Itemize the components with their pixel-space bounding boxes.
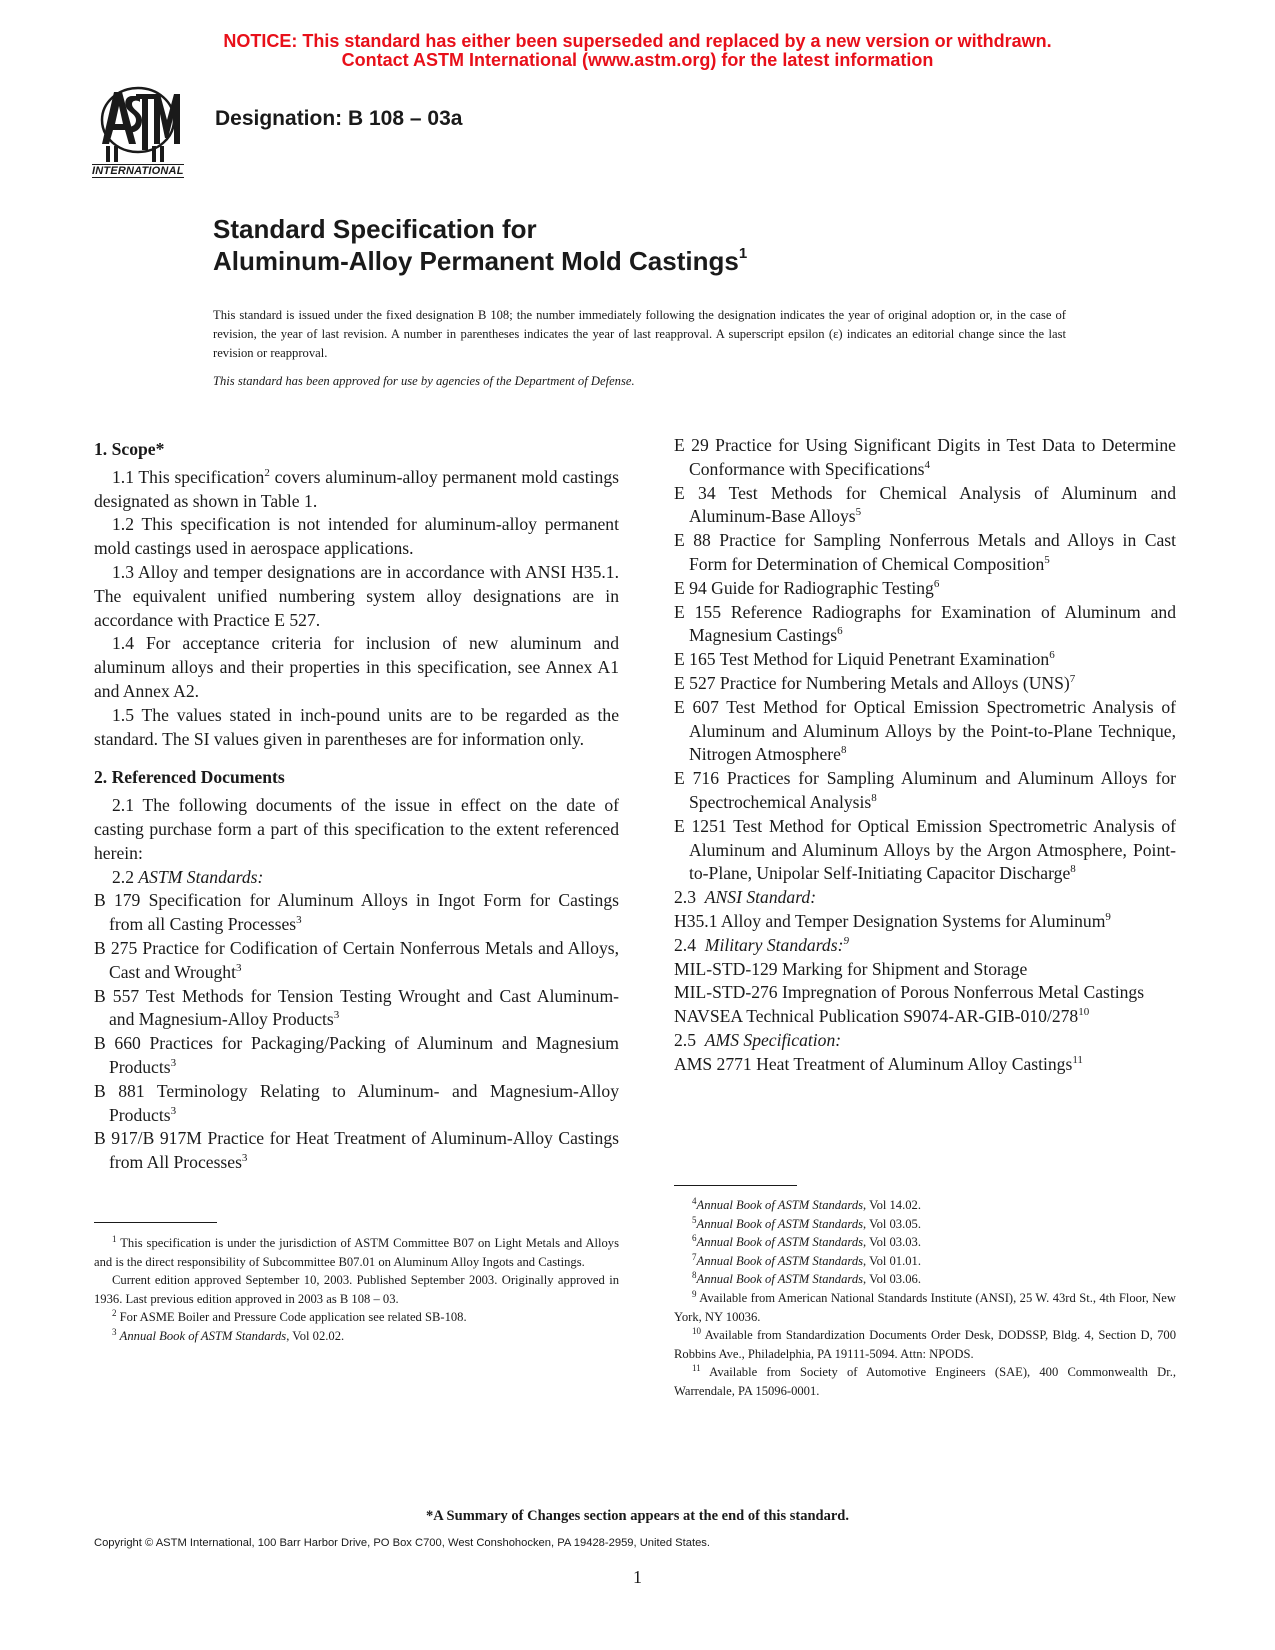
reference-text: E 88 Practice for Sampling Nonferrous Metals and Alloys in Cast Form for Determination of Chemical Composition — [674, 530, 1176, 574]
reference-item — [674, 1053, 1176, 1077]
reference-item — [674, 482, 1176, 530]
reference-item — [674, 529, 1176, 577]
reference-item — [94, 1080, 619, 1128]
reference-text: E 94 Guide for Radiographic Testing — [674, 577, 934, 598]
footnote-volume: , Vol 01.01. — [863, 1253, 921, 1268]
reference-footnote-ref: 6 — [933, 577, 940, 590]
ams-specification-subheading — [674, 1029, 1176, 1053]
footnote-book-ref — [674, 1196, 1176, 1215]
refdocs-para-2-1: 2.1 The following documents of the issue in effect on the date of casting purchase form a part of this specification to the extent referenced herein: — [94, 795, 619, 863]
footnote-volume: , Vol 03.05. — [863, 1216, 921, 1231]
document-title — [213, 213, 747, 277]
footnote-1-continued: Current edition approved September 10, 2003. Published September 2003. Originally approved in 1936. Last previous edition approved in 2003 as B 108 – 03. — [94, 1273, 619, 1306]
reference-item — [674, 981, 1176, 1005]
reference-text: E 1251 Test Method for Optical Emission Spectrometric Analysis of Aluminum and Aluminum Alloys by the Argon Atmosphere, Point-to-Plane, Unipolar Self-Initiating Capacitor Discharge — [674, 815, 1176, 884]
footnote-book-title: Annual Book of ASTM Standards — [696, 1253, 864, 1268]
footnote-3-book: Annual Book of ASTM Standards — [119, 1328, 287, 1343]
footnote-9-text: Available from American National Standards Institute (ANSI), 25 W. 43rd St., 4th Floor, New York, NY 10036. — [674, 1290, 1176, 1324]
military-standards-subheading — [674, 934, 1176, 958]
reference-item — [674, 815, 1176, 886]
footnote-book-title: Annual Book of ASTM Standards — [696, 1235, 864, 1250]
reference-footnote-ref: 3 — [333, 1009, 340, 1022]
footnote-book-title: Annual Book of ASTM Standards — [696, 1272, 864, 1287]
reference-text: E 165 Test Method for Liquid Penetrant Examination — [674, 649, 1050, 670]
astm-standards-subheading — [94, 866, 619, 890]
reference-footnote-ref: 6 — [1049, 649, 1055, 662]
reference-text: E 34 Test Methods for Chemical Analysis of Aluminum and Aluminum-Base Alloys — [674, 482, 1176, 527]
reference-item — [674, 434, 1176, 482]
notice-banner — [0, 32, 1275, 70]
reference-footnote-ref: 5 — [855, 506, 862, 519]
reference-footnote-ref: 3 — [170, 1104, 177, 1117]
reference-footnote-ref: 3 — [241, 1152, 248, 1165]
reference-text: E 716 Practices for Sampling Aluminum and Aluminum Alloys for Spectrochemical Analysis — [674, 768, 1176, 812]
footnote-2-marker: 2 — [112, 1308, 117, 1319]
reference-footnote-ref: 3 — [236, 961, 242, 974]
title-line-2 — [213, 245, 747, 277]
reference-footnote-ref: 9 — [1105, 911, 1111, 924]
footnote-1-marker: 1 — [112, 1233, 117, 1244]
footnote-book-ref — [674, 1215, 1176, 1234]
footnote-book-ref — [674, 1252, 1176, 1271]
designation: Designation: B 108 – 03a — [215, 107, 463, 130]
scope-para-1-3: 1.3 Alloy and temper designations are in accordance with ANSI H35.1. The equivalent unified numbering system alloy designations are in accordance with Practice E 527. — [94, 561, 619, 630]
footnote-1-text: This specification is under the jurisdiction of ASTM Committee B07 on Light Metals and Alloys and is the direct responsibility of Subcommittee B07.01 on Aluminum Alloy Ingots and Castings. — [94, 1236, 619, 1269]
reference-footnote-ref: 3 — [296, 914, 302, 927]
reference-footnote-ref: 7 — [1069, 673, 1076, 686]
astm-logo-text: INTERNATIONAL — [92, 165, 184, 177]
astm-standards-label: ASTM Standards: — [138, 866, 264, 887]
reference-footnote-ref: 5 — [1044, 554, 1050, 567]
title-line-2-text: Aluminum-Alloy Permanent Mold Castings — [213, 246, 739, 276]
reference-text: MIL-STD-276 Impregnation of Porous Nonferrous Metal Castings — [674, 982, 1145, 1003]
scope-para-1-4: 1.4 For acceptance criteria for inclusion of new aluminum and aluminum alloys and their properties in this specification, see Annex A1 and Annex A2. — [94, 633, 619, 701]
reference-text: E 527 Practice for Numbering Metals and Alloys (UNS) — [674, 672, 1070, 693]
reference-item — [94, 1032, 619, 1080]
reference-footnote-ref: 4 — [924, 458, 930, 471]
footnote-marker: 7 — [692, 1251, 697, 1262]
reference-item — [94, 889, 619, 937]
reference-text: NAVSEA Technical Publication S9074-AR-GIB-010/278 — [674, 1006, 1079, 1027]
footnote-marker: 4 — [692, 1195, 697, 1206]
section-1-heading: 1. Scope* — [94, 439, 165, 459]
reference-footnote-ref: 8 — [871, 792, 877, 805]
footnote-volume: , Vol 14.02. — [863, 1198, 921, 1212]
footnote-book-ref — [674, 1233, 1176, 1252]
scope-1-1-b: covers aluminum-alloy permanent mold castings designated as shown in Table 1. — [94, 466, 619, 511]
footnote-volume: , Vol 03.06. — [863, 1272, 921, 1287]
reference-text: E 29 Practice for Using Significant Digits in Test Data to Determine Conformance with Specifications — [674, 435, 1176, 479]
title-footnote-ref: 1 — [738, 245, 748, 263]
ansi-standard-number: 2.3 — [674, 887, 696, 908]
reference-item — [674, 577, 1176, 601]
scope-para-1-2: 1.2 This specification is not intended for aluminum-alloy permanent mold castings used in aerospace applications. — [94, 514, 619, 559]
notice-line-2: Contact ASTM International (www.astm.org) for the latest information — [341, 50, 934, 70]
footnote-separator-right — [674, 1185, 797, 1186]
footnote-marker: 5 — [692, 1214, 697, 1225]
left-column — [94, 438, 619, 1175]
summary-of-changes-note: *A Summary of Changes section appears at the end of this standard. — [426, 1508, 849, 1524]
military-standards-label: Military Standards: — [704, 934, 844, 955]
reference-text: B 660 Practices for Packaging/Packing of Aluminum and Magnesium Products — [94, 1033, 619, 1077]
reference-footnote-ref: 11 — [1072, 1053, 1083, 1066]
ansi-standard-label: ANSI Standard: — [704, 887, 817, 908]
footnote-10 — [674, 1326, 1176, 1363]
title-line-1: Standard Specification for — [213, 214, 537, 244]
reference-item — [674, 767, 1176, 815]
reference-text: E 607 Test Method for Optical Emission Spectrometric Analysis of Aluminum and Aluminum Alloys by the Point-to-Plane Technique, Nitrogen Atmosphere — [674, 696, 1176, 765]
reference-text: H35.1 Alloy and Temper Designation Systems for Aluminum — [674, 910, 1106, 931]
footnotes-left — [94, 1234, 619, 1346]
astm-standards-number: 2.2 — [112, 866, 134, 887]
preface-note: This standard is issued under the fixed designation B 108; the number immediately following the designation indicates the year of original adoption or, in the case of revision, the year of last revision. A number in parentheses indicates the year of last reapproval. A superscript epsilon (ε) indicates an editorial change since the last revision or reapproval. — [213, 308, 1066, 360]
reference-item — [674, 958, 1176, 982]
reference-item — [94, 1127, 619, 1175]
footnote-9 — [674, 1289, 1176, 1326]
footnote-3-marker: 3 — [112, 1326, 117, 1337]
reference-footnote-ref: 3 — [170, 1057, 177, 1070]
footnote-book-ref — [674, 1270, 1176, 1289]
footnote-10-text: Available from Standardization Documents Order Desk, DODSSP, Bldg. 4, Section D, 700 Robbins Ave., Philadelphia, PA 19111-5094. Attn: NPODS. — [674, 1328, 1176, 1361]
reference-text: B 275 Practice for Codification of Certain Nonferrous Metals and Alloys, Cast and Wrought — [94, 937, 619, 982]
footnote-9-marker: 9 — [692, 1288, 697, 1299]
ansi-standard-subheading — [674, 886, 1176, 910]
footnote-3-vol: , Vol 02.02. — [286, 1328, 345, 1343]
reference-text: MIL-STD-129 Marking for Shipment and Storage — [674, 958, 1028, 979]
reference-item — [674, 672, 1176, 696]
reference-item — [674, 696, 1176, 767]
footnote-10-marker: 10 — [692, 1325, 701, 1336]
reference-item — [674, 601, 1176, 649]
footnote-separator-left — [94, 1222, 217, 1223]
footnote-book-title: Annual Book of ASTM Standards — [696, 1198, 864, 1212]
reference-footnote-ref: 6 — [837, 625, 843, 638]
reference-text: AMS 2771 Heat Treatment of Aluminum Alloy Castings — [674, 1053, 1073, 1074]
ams-specification-number: 2.5 — [674, 1029, 696, 1050]
ams-specification-label: AMS Specification: — [704, 1029, 842, 1050]
reference-item — [674, 910, 1176, 934]
reference-footnote-ref: 10 — [1078, 1006, 1090, 1019]
reference-text: E 155 Reference Radiographs for Examination of Aluminum and Magnesium Castings — [674, 601, 1176, 646]
reference-text: B 179 Specification for Aluminum Alloys in Ingot Form for Castings from all Casting Processes — [94, 890, 619, 935]
footnote-11 — [674, 1363, 1176, 1400]
astm-logo — [92, 82, 196, 182]
astm-standards-list-right — [674, 434, 1176, 886]
reference-item — [674, 1005, 1176, 1029]
footnote-1 — [94, 1234, 619, 1271]
footnote-volume: , Vol 03.03. — [863, 1235, 921, 1250]
section-2-heading: 2. Referenced Documents — [94, 767, 285, 788]
scope-1-1-sup: 2 — [264, 466, 270, 479]
footnote-11-marker: 11 — [692, 1363, 701, 1374]
reference-footnote-ref: 8 — [840, 744, 847, 757]
page-number: 1 — [633, 1567, 642, 1587]
footnote-11-text: Available from Society of Automotive Engineers (SAE), 400 Commonwealth Dr., Warrendale, PA 15096-0001. — [674, 1365, 1176, 1398]
scope-1-1-a: 1.1 This specification — [112, 466, 265, 487]
dod-approval-note: This standard has been approved for use by agencies of the Department of Defense. — [213, 374, 635, 388]
footnote-book-list — [674, 1196, 1176, 1289]
reference-text: B 557 Test Methods for Tension Testing Wrought and Cast Aluminum- and Magnesium-Alloy Products — [94, 985, 619, 1030]
scope-para-1-1 — [94, 466, 619, 514]
astm-standards-list-left — [94, 889, 619, 1175]
right-column — [674, 434, 1176, 1077]
reference-item — [94, 937, 619, 985]
notice-line-1: NOTICE: This standard has either been superseded and replaced by a new version or withdrawn. — [223, 31, 1052, 51]
footnote-marker: 6 — [692, 1233, 697, 1243]
footnote-3 — [94, 1327, 619, 1346]
military-standards-footnote-ref: 9 — [843, 934, 849, 947]
reference-item — [94, 985, 619, 1033]
military-standards-number: 2.4 — [674, 934, 696, 955]
copyright-line: Copyright © ASTM International, 100 Barr Harbor Drive, PO Box C700, West Conshohocken, PA 19428-2959, United States. — [94, 1537, 710, 1549]
footnotes-right — [674, 1196, 1176, 1401]
reference-text: B 881 Terminology Relating to Aluminum- and Magnesium-Alloy Products — [94, 1080, 619, 1125]
footnote-marker: 8 — [692, 1270, 697, 1281]
scope-para-1-5: 1.5 The values stated in inch-pound units are to be regarded as the standard. The SI values given in parentheses are for information only. — [94, 704, 619, 749]
reference-item — [674, 648, 1176, 672]
reference-text: B 917/B 917M Practice for Heat Treatment of Aluminum-Alloy Castings from All Processes — [94, 1128, 619, 1173]
footnote-2-text: For ASME Boiler and Pressure Code application see related SB-108. — [116, 1310, 467, 1325]
military-standards-list — [674, 958, 1176, 1029]
reference-footnote-ref: 8 — [1070, 863, 1076, 876]
footnote-2 — [94, 1308, 619, 1327]
footnote-book-title: Annual Book of ASTM Standards — [696, 1216, 864, 1231]
